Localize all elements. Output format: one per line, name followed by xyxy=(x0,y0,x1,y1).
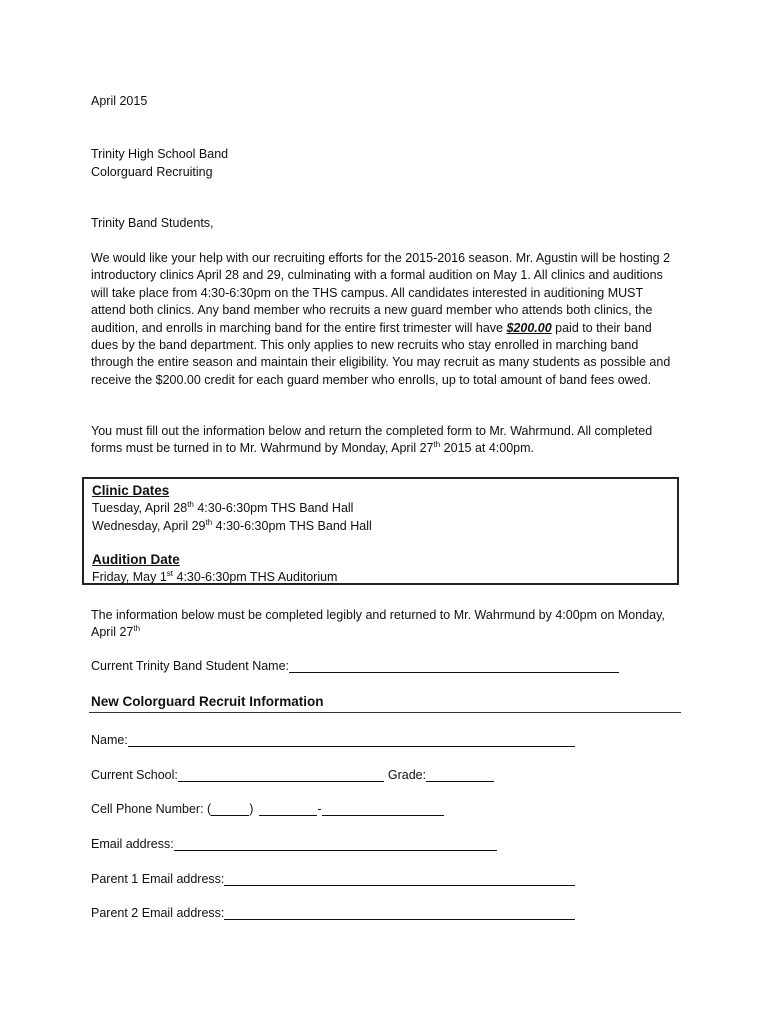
ordinal-suffix: th xyxy=(187,499,194,509)
area-code-close: ) xyxy=(249,802,254,816)
audition-date-title: Audition Date xyxy=(92,552,180,567)
date-text: Wednesday, April 29 xyxy=(92,518,206,533)
email-label: Email address: xyxy=(91,837,174,851)
parent1-email-field xyxy=(91,872,575,886)
parent2-email-field xyxy=(91,906,575,920)
clinic-dates-title: Clinic Dates xyxy=(92,483,170,498)
date-text: Friday, May 1 xyxy=(92,570,167,584)
clinic-date-2 xyxy=(92,518,669,536)
parent1-email-label: Parent 1 Email address: xyxy=(91,872,225,886)
recruit-section-title: New Colorguard Recruit Information xyxy=(91,694,324,709)
letter-subject: Colorguard Recruiting xyxy=(91,164,213,179)
cell-phone-label: Cell Phone Number: ( xyxy=(91,802,212,816)
date-details: 4:30-6:30pm THS Band Hall xyxy=(212,518,372,533)
date-details: 4:30-6:30pm THS Band Hall xyxy=(193,501,354,515)
school-grade-field xyxy=(91,768,494,782)
deadline-paragraph xyxy=(91,423,676,458)
date-details: 4:30-6:30pm THS Auditorium xyxy=(173,570,338,584)
paragraph-text: We would like your help with our recruiting efforts for the 2015-2016 season. Mr. Agustin will be hosting 2 introductory clinics April 28 and 29, culminating with a formal audition on May 1. All clinics and auditions will take place from 4:30-6:30pm on the THS campus. All candidates interested in auditioning MUST attend both clinics. Any band member who recruits a new guard member who attends both clinics, the audition, and enrolls in marching band for the entire first trimester will have xyxy=(91,251,671,335)
ordinal-suffix: th xyxy=(433,440,441,450)
recruit-name-field xyxy=(91,733,575,747)
instructions-paragraph xyxy=(91,607,676,642)
paragraph-text: The information below must be completed legibly and returned to Mr. Wahrmund by 4:00pm on Monday, April 27 xyxy=(91,608,665,640)
parent1-email-blank[interactable] xyxy=(224,872,575,886)
paragraph-text: paid to their band dues by the band department. This only applies to new recruits who stay enrolled in marching band through the entire season and maintain their eligibility. You may recruit as many students as possible and receive the $200.00 credit for each guard member who enrolls, up to total amount of band fees owed. xyxy=(91,320,671,387)
paragraph-text: You must fill out the information below and return the completed form to Mr. Wahrmund. All completed forms must be turned in to Mr. Wahrmund by Monday, April 27 xyxy=(91,424,653,456)
student-name-field xyxy=(91,659,619,673)
student-name-blank[interactable] xyxy=(289,659,619,673)
section-divider xyxy=(89,712,681,713)
clinic-date-1 xyxy=(92,500,669,518)
ordinal-suffix: st xyxy=(166,568,174,578)
grade-label: Grade: xyxy=(387,768,427,782)
ordinal-suffix: th xyxy=(205,517,213,527)
school-blank[interactable] xyxy=(178,768,384,782)
email-field xyxy=(91,837,497,851)
parent2-email-blank[interactable] xyxy=(224,906,575,920)
area-code-blank[interactable] xyxy=(211,802,249,816)
phone-dash: - xyxy=(317,802,322,816)
ordinal-suffix: th xyxy=(133,624,141,634)
email-blank[interactable] xyxy=(174,837,497,851)
school-label: Current School: xyxy=(91,768,178,782)
cell-phone-field xyxy=(91,802,444,816)
recruit-name-blank[interactable] xyxy=(128,733,575,747)
audition-date xyxy=(92,569,669,587)
credit-amount: $200.00 xyxy=(506,320,552,335)
dates-box xyxy=(82,477,679,585)
recruiting-paragraph xyxy=(91,250,676,389)
paragraph-text: 2015 at 4:00pm. xyxy=(440,441,535,456)
date-text: Tuesday, April 28 xyxy=(92,501,188,515)
salutation: Trinity Band Students, xyxy=(91,216,214,230)
phone-prefix-blank[interactable] xyxy=(259,802,317,816)
letter-heading xyxy=(91,146,228,181)
student-name-label: Current Trinity Band Student Name: xyxy=(91,659,290,673)
phone-line-blank[interactable] xyxy=(322,802,444,816)
parent2-email-label: Parent 2 Email address: xyxy=(91,906,225,920)
recruit-name-label: Name: xyxy=(91,733,128,747)
org-name: Trinity High School Band xyxy=(91,147,229,161)
letter-date: April 2015 xyxy=(91,94,148,108)
grade-blank[interactable] xyxy=(426,768,494,782)
